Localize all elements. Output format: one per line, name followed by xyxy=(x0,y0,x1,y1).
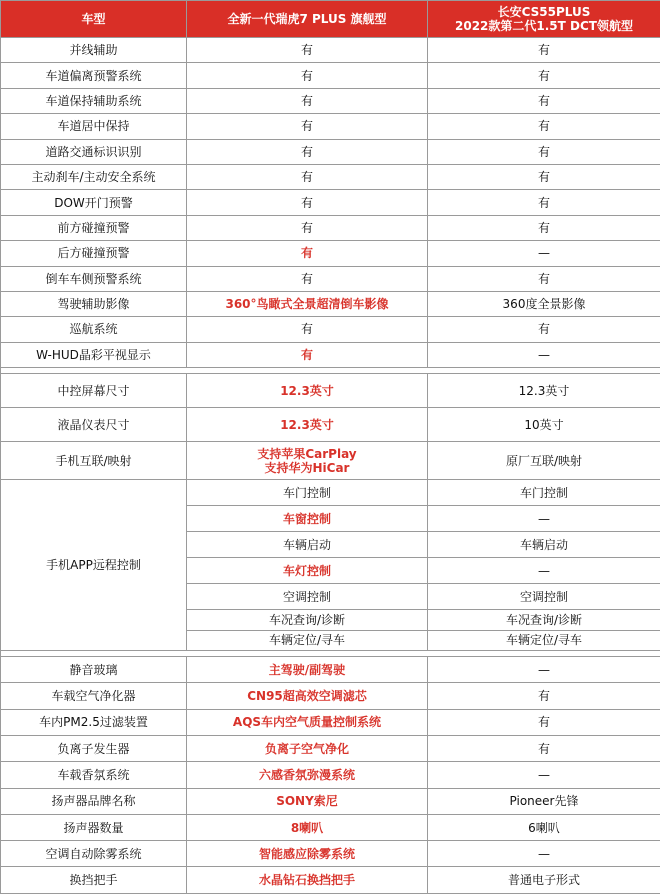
car-a-line: 支持苹果CarPlay xyxy=(189,447,425,461)
table-row xyxy=(1,317,660,342)
feature-cell: 车载空气净化器 xyxy=(1,683,187,709)
car-b-cell: — xyxy=(428,841,660,867)
table-row xyxy=(1,657,660,683)
car-a-cell: 车辆启动 xyxy=(187,532,428,558)
car-a-cell: SONY索尼 xyxy=(187,788,428,814)
car-b-cell: 有 xyxy=(428,266,660,291)
feature-cell: 巡航系统 xyxy=(1,317,187,342)
feature-cell: 驾驶辅助影像 xyxy=(1,291,187,316)
table-row xyxy=(1,788,660,814)
feature-cell: 中控屏幕尺寸 xyxy=(1,374,187,408)
table-row xyxy=(1,762,660,788)
car-a-cell: 智能感应除雾系统 xyxy=(187,841,428,867)
car-a-cell: 有 xyxy=(187,317,428,342)
car-a-cell: 360°鸟瞰式全景超清倒车影像 xyxy=(187,291,428,316)
feature-cell: 主动刹车/主动安全系统 xyxy=(1,164,187,189)
car-a-cell: 有 xyxy=(187,215,428,240)
table-row xyxy=(1,408,660,442)
car-b-cell: — xyxy=(428,762,660,788)
car-b-cell: — xyxy=(428,241,660,266)
car-b-cell: 车辆定位/寻车 xyxy=(428,630,660,651)
car-b-cell: 车辆启动 xyxy=(428,532,660,558)
car-a-cell xyxy=(187,442,428,480)
feature-cell: 车道居中保持 xyxy=(1,114,187,139)
table-row xyxy=(1,442,660,480)
feature-cell: 车内PM2.5过滤装置 xyxy=(1,709,187,735)
table-row xyxy=(1,814,660,840)
feature-cell: 液晶仪表尺寸 xyxy=(1,408,187,442)
car-a-cell: 有 xyxy=(187,266,428,291)
feature-cell: 换挡把手 xyxy=(1,867,187,893)
feature-cell: 负离子发生器 xyxy=(1,735,187,761)
car-b-cell: 有 xyxy=(428,38,660,63)
car-a-cell: 车况查询/诊断 xyxy=(187,610,428,631)
table-row xyxy=(1,841,660,867)
feature-cell: 前方碰撞预警 xyxy=(1,215,187,240)
car-a-cell: 有 xyxy=(187,241,428,266)
table-row xyxy=(1,139,660,164)
car-b-cell: 6喇叭 xyxy=(428,814,660,840)
car-b-cell: 空调控制 xyxy=(428,584,660,610)
car-a-cell: CN95超高效空调滤芯 xyxy=(187,683,428,709)
car-b-cell: 原厂互联/映射 xyxy=(428,442,660,480)
car-a-cell: 有 xyxy=(187,342,428,367)
car-b-cell: 有 xyxy=(428,190,660,215)
table-row xyxy=(1,190,660,215)
table-row xyxy=(1,266,660,291)
feature-cell: 车载香氛系统 xyxy=(1,762,187,788)
car-a-cell: 有 xyxy=(187,63,428,88)
car-a-cell: 有 xyxy=(187,114,428,139)
car-b-cell: Pioneer先锋 xyxy=(428,788,660,814)
car-a-cell: 车窗控制 xyxy=(187,506,428,532)
table-row xyxy=(1,114,660,139)
car-a-cell: 车辆定位/寻车 xyxy=(187,630,428,651)
table-row xyxy=(1,709,660,735)
table-row xyxy=(1,480,660,506)
car-b-cell: 有 xyxy=(428,215,660,240)
header-car-a: 全新一代瑞虎7 PLUS 旗舰型 xyxy=(187,1,428,38)
table-row xyxy=(1,164,660,189)
header-model: 车型 xyxy=(1,1,187,38)
car-b-cell: — xyxy=(428,657,660,683)
feature-cell: 道路交通标识识别 xyxy=(1,139,187,164)
car-b-cell: 车门控制 xyxy=(428,480,660,506)
car-b-cell: 360度全景影像 xyxy=(428,291,660,316)
car-a-cell: AQS车内空气质量控制系统 xyxy=(187,709,428,735)
feature-cell: 空调自动除雾系统 xyxy=(1,841,187,867)
car-a-cell: 12.3英寸 xyxy=(187,374,428,408)
table-row xyxy=(1,215,660,240)
car-a-cell: 有 xyxy=(187,190,428,215)
car-a-cell: 负离子空气净化 xyxy=(187,735,428,761)
feature-cell: 车道偏离预警系统 xyxy=(1,63,187,88)
car-b-cell: 普通电子形式 xyxy=(428,867,660,893)
car-b-cell: 10英寸 xyxy=(428,408,660,442)
car-a-cell: 主驾驶/副驾驶 xyxy=(187,657,428,683)
car-a-cell: 水晶钻石换挡把手 xyxy=(187,867,428,893)
feature-cell: 扬声器数量 xyxy=(1,814,187,840)
car-a-cell: 8喇叭 xyxy=(187,814,428,840)
table-row xyxy=(1,374,660,408)
car-b-cell: 有 xyxy=(428,63,660,88)
feature-cell: 手机APP远程控制 xyxy=(1,480,187,651)
car-a-cell: 有 xyxy=(187,38,428,63)
header-car-b-line2: 2022款第二代1.5T DCT领航型 xyxy=(430,19,658,33)
car-a-cell: 有 xyxy=(187,139,428,164)
table-row xyxy=(1,683,660,709)
car-b-cell: — xyxy=(428,342,660,367)
feature-cell: DOW开门预警 xyxy=(1,190,187,215)
car-b-cell: 有 xyxy=(428,139,660,164)
car-b-cell: 有 xyxy=(428,683,660,709)
feature-cell: 手机互联/映射 xyxy=(1,442,187,480)
table-row xyxy=(1,63,660,88)
table-row xyxy=(1,867,660,893)
feature-cell: 车道保持辅助系统 xyxy=(1,88,187,113)
feature-cell: 扬声器品牌名称 xyxy=(1,788,187,814)
car-b-cell: 有 xyxy=(428,114,660,139)
car-a-cell: 车灯控制 xyxy=(187,558,428,584)
car-b-cell: — xyxy=(428,506,660,532)
car-b-cell: 12.3英寸 xyxy=(428,374,660,408)
car-b-cell: — xyxy=(428,558,660,584)
feature-cell: 倒车车侧预警系统 xyxy=(1,266,187,291)
table-row xyxy=(1,342,660,367)
car-a-cell: 空调控制 xyxy=(187,584,428,610)
car-b-cell: 有 xyxy=(428,735,660,761)
header-car-b xyxy=(428,1,660,38)
car-a-cell: 六感香氛弥漫系统 xyxy=(187,762,428,788)
feature-cell: W-HUD晶彩平视显示 xyxy=(1,342,187,367)
header-row xyxy=(1,1,660,38)
table-row xyxy=(1,38,660,63)
table-row xyxy=(1,241,660,266)
car-a-cell: 车门控制 xyxy=(187,480,428,506)
car-b-cell: 车况查询/诊断 xyxy=(428,610,660,631)
car-a-cell: 有 xyxy=(187,88,428,113)
car-b-cell: 有 xyxy=(428,709,660,735)
car-b-cell: 有 xyxy=(428,88,660,113)
header-car-b-line1: 长安CS55PLUS xyxy=(430,5,658,19)
feature-cell: 后方碰撞预警 xyxy=(1,241,187,266)
car-a-line: 支持华为HiCar xyxy=(189,461,425,475)
table-row xyxy=(1,88,660,113)
table-row xyxy=(1,735,660,761)
feature-cell: 静音玻璃 xyxy=(1,657,187,683)
car-b-cell: 有 xyxy=(428,317,660,342)
feature-cell: 并线辅助 xyxy=(1,38,187,63)
car-a-cell: 有 xyxy=(187,164,428,189)
table-row xyxy=(1,291,660,316)
car-a-cell: 12.3英寸 xyxy=(187,408,428,442)
car-b-cell: 有 xyxy=(428,164,660,189)
